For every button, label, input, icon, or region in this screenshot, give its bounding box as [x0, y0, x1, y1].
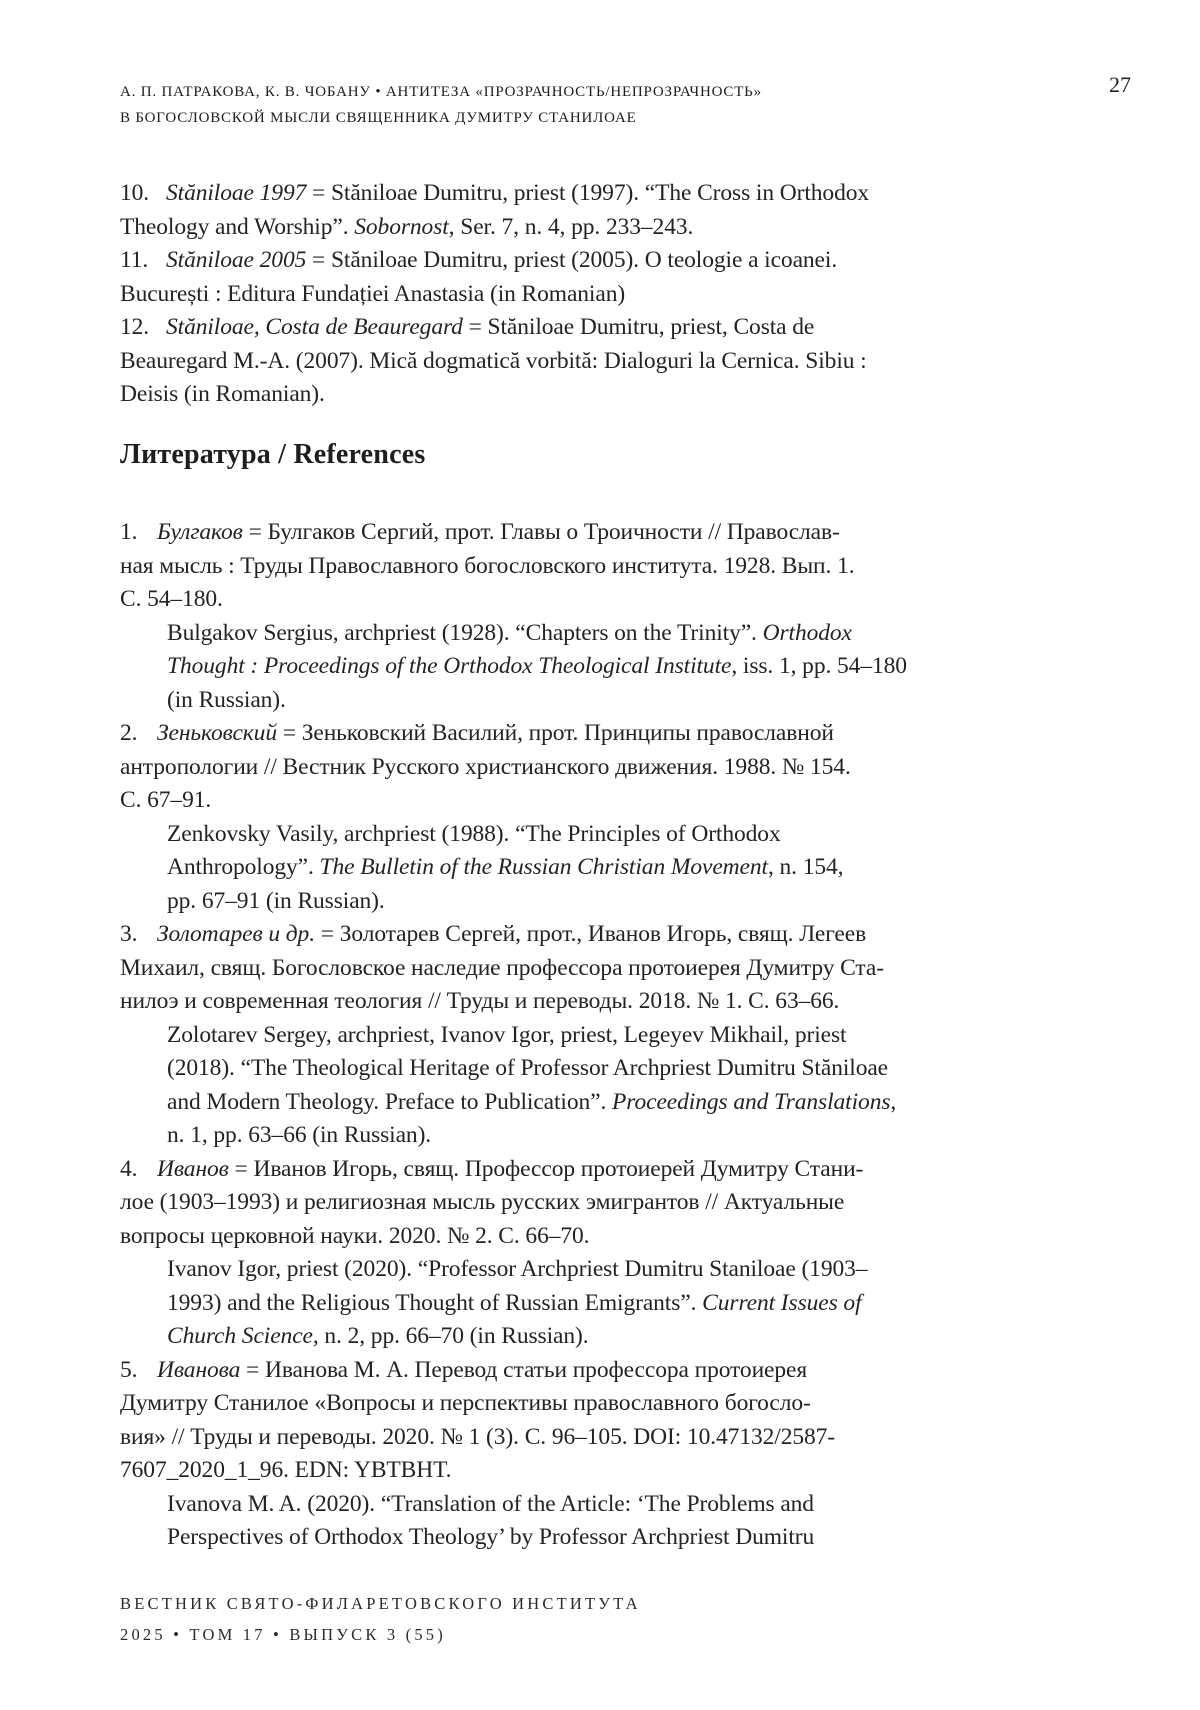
running-header-line2: В БОГОСЛОВСКОЙ МЫСЛИ СВЯЩЕННИКА ДУМИТРУ СТАНИЛОАЕ: [120, 110, 637, 126]
reference-line: [120, 1454, 907, 1488]
reference-item: [120, 311, 869, 412]
running-header: [120, 79, 1000, 131]
citation-text: , Ser. 7, n. 4, pp. 233–243.: [448, 213, 694, 240]
running-header-line1: А. П. ПАТРАКОВА, К. В. ЧОБАНУ • АНТИТЕЗА «ПРОЗРАЧНОСТЬ/НЕПРОЗРАЧНОСТЬ»: [120, 84, 762, 100]
reference-number: 5.: [120, 1356, 138, 1383]
citation-text: and Modern Theology. Preface to Publication”.: [167, 1088, 613, 1115]
reference-line: [120, 717, 907, 751]
reference-translation-line: [120, 818, 907, 852]
citation-text: Beauregard M.-A. (2007). Mică dogmatică vorbită: Dialoguri la Cernica. Sibiu :: [120, 347, 867, 374]
citation-text: = Зеньковский Василий, прот. Принципы православной: [276, 720, 834, 746]
citation-text: Bulgakov Sergius, archpriest (1928). “Chapters on the Trinity”.: [167, 619, 763, 646]
citation-text: вия» // Труды и переводы. 2020. № 1 (3). С. 96–105. DOI: 10.47132/2587-: [120, 1423, 836, 1450]
references-continued-list: [120, 177, 869, 412]
citation-text: pp. 67–91 (in Russian).: [167, 887, 385, 914]
citation-text: , n. 154,: [767, 854, 844, 880]
citation-text: Ivanova M. A. (2020). “Translation of the Article: ‘The Problems and: [167, 1490, 814, 1517]
reference-line: [120, 952, 907, 986]
reference-number: 2.: [120, 720, 138, 746]
cited-work-italic: Church Science: [167, 1323, 313, 1349]
references-list: [120, 516, 907, 1555]
reference-number: 12.: [120, 314, 150, 340]
citation-text: ,: [890, 1088, 897, 1115]
cited-work-italic: Иванов: [157, 1155, 229, 1182]
reference-translation-line: [120, 1119, 907, 1153]
cited-work-italic: Thought : Proceedings of the Orthodox Theological Institute: [167, 653, 732, 679]
journal-footer: [120, 1588, 641, 1650]
citation-text: 1993) and the Religious Thought of Russian Emigrants”.: [167, 1289, 703, 1316]
cited-work-italic: Зеньковский: [157, 720, 277, 746]
reference-item: [120, 244, 869, 311]
reference-line: [120, 1421, 907, 1455]
citation-text: С. 54–180.: [120, 586, 223, 612]
citation-text: = Stăniloae Dumitru, priest, Costa de: [462, 314, 815, 340]
citation-text: Theology and Worship”.: [120, 213, 355, 240]
reference-line: [120, 177, 869, 211]
citation-text: n. 1, pp. 63–66 (in Russian).: [167, 1122, 432, 1148]
citation-text: вопросы церковной науки. 2020. № 2. С. 66–70.: [120, 1222, 590, 1249]
citation-text: , iss. 1, pp. 54–180: [731, 653, 907, 679]
reference-number: 11.: [120, 247, 149, 273]
cited-work-italic: Current Issues of: [702, 1289, 862, 1316]
reference-line: [120, 516, 907, 550]
citation-text: Deisis (in Romanian).: [120, 381, 325, 407]
citation-text: 7607_2020_1_96. EDN: YBTBHT.: [120, 1457, 452, 1483]
cited-work-italic: Proceedings and Translations: [612, 1088, 891, 1115]
section-heading: Литература / References: [120, 439, 426, 470]
reference-line: [120, 345, 869, 379]
reference-line: [120, 583, 907, 617]
citation-text: București : Editura Fundației Anastasia (in Romanian): [120, 280, 626, 307]
reference-number: 1.: [120, 519, 138, 545]
cited-work-italic: The Bulletin of the Russian Christian Movement: [319, 854, 768, 880]
cited-work-italic: Булгаков: [157, 519, 243, 545]
reference-item: [120, 717, 907, 918]
footer-issue-info: 2025 • ТОМ 17 • ВЫПУСК 3 (55): [120, 1625, 446, 1644]
cited-work-italic: Sobornost: [354, 213, 449, 240]
citation-text: антропологии // Вестник Русского христианского движения. 1988. № 154.: [120, 753, 851, 780]
cited-work-italic: Stăniloae, Costa de Beauregard: [166, 314, 463, 340]
footer-journal-title: ВЕСТНИК СВЯТО-ФИЛАРЕТОВСКОГО ИНСТИТУТА: [120, 1594, 641, 1613]
reference-line: [120, 985, 907, 1019]
reference-line: [120, 1387, 907, 1421]
reference-line: [120, 751, 907, 785]
citation-text: = Иванов Игорь, свящ. Профессор протоиерей Думитру Стани-: [228, 1155, 864, 1182]
reference-line: [120, 1153, 907, 1187]
citation-text: ная мысль : Труды Православного богословского института. 1928. Вып. 1.: [120, 552, 855, 579]
reference-line: [120, 1186, 907, 1220]
reference-translation-line: [120, 1488, 907, 1522]
reference-translation-line: [120, 1320, 907, 1354]
citation-text: Zenkovsky Vasily, archpriest (1988). “The Principles of Orthodox: [167, 820, 781, 847]
citation-text: Anthropology”.: [167, 854, 320, 880]
citation-text: = Золотарев Сергей, прот., Иванов Игорь, свящ. Легеев: [315, 921, 867, 947]
citation-text: (in Russian).: [167, 686, 286, 713]
reference-translation-line: [120, 1253, 907, 1287]
reference-line: [120, 278, 869, 312]
reference-line: [120, 1354, 907, 1388]
reference-line: [120, 550, 907, 584]
reference-line: [120, 244, 869, 278]
reference-line: [120, 211, 869, 245]
cited-work-italic: Золотарев и др.: [157, 921, 315, 947]
reference-number: 4.: [120, 1155, 138, 1182]
reference-item: [120, 516, 907, 717]
reference-translation-line: [120, 1052, 907, 1086]
reference-translation-line: [120, 1086, 907, 1120]
reference-number: 10.: [120, 180, 150, 206]
citation-text: Zolotarev Sergey, archpriest, Ivanov Igor, priest, Legeyev Mikhail, priest: [167, 1021, 847, 1048]
cited-work-italic: Иванова: [157, 1356, 241, 1383]
citation-text: = Иванова М. А. Перевод статьи профессора протоиерея: [240, 1356, 808, 1383]
reference-translation-line: [120, 617, 907, 651]
citation-text: , n. 2, pp. 66–70 (in Russian).: [312, 1323, 589, 1349]
reference-line: [120, 378, 869, 412]
citation-text: С. 67–91.: [120, 787, 212, 813]
reference-translation-line: [120, 851, 907, 885]
citation-text: = Stăniloae Dumitru, priest (2005). O teologie a icoanei.: [306, 247, 838, 273]
citation-text: Ivanov Igor, priest (2020). “Professor Archpriest Dumitru Staniloae (1903–: [167, 1256, 868, 1282]
citation-text: нилоэ и современная теология // Труды и переводы. 2018. № 1. С. 63–66.: [120, 988, 840, 1014]
reference-translation-line: [120, 1019, 907, 1053]
cited-work-italic: Orthodox: [762, 619, 852, 646]
reference-translation-line: [120, 684, 907, 718]
reference-line: [120, 784, 907, 818]
reference-translation-line: [120, 885, 907, 919]
reference-line: [120, 311, 869, 345]
citation-text: = Stăniloae Dumitru, priest (1997). “The Cross in Orthodox: [306, 180, 870, 206]
reference-item: [120, 918, 907, 1153]
citation-text: Михаил, свящ. Богословское наследие профессора протоиерея Думитру Ста-: [120, 954, 884, 981]
citation-text: = Булгаков Сергий, прот. Главы о Троичности // Православ-: [242, 519, 840, 545]
reference-translation-line: [120, 650, 907, 684]
reference-translation-line: [120, 1521, 907, 1555]
reference-item: [120, 1153, 907, 1354]
cited-work-italic: Stăniloae 1997: [166, 180, 307, 206]
reference-line: [120, 918, 907, 952]
cited-work-italic: Stăniloae 2005: [166, 247, 307, 273]
reference-item: [120, 177, 869, 244]
citation-text: лое (1903–1993) и религиозная мысль русских эмигрантов // Актуальные: [120, 1189, 845, 1215]
reference-number: 3.: [120, 921, 138, 947]
citation-text: (2018). “The Theological Heritage of Professor Archpriest Dumitru Stăniloae: [167, 1055, 889, 1081]
citation-text: Perspectives of Orthodox Theology’ by Professor Archpriest Dumitru: [167, 1524, 815, 1550]
citation-text: Думитру Станилое «Вопросы и перспективы православного богосло-: [120, 1390, 811, 1416]
reference-item: [120, 1354, 907, 1555]
reference-translation-line: [120, 1287, 907, 1321]
page-number: 27: [1109, 72, 1131, 97]
reference-line: [120, 1220, 907, 1254]
